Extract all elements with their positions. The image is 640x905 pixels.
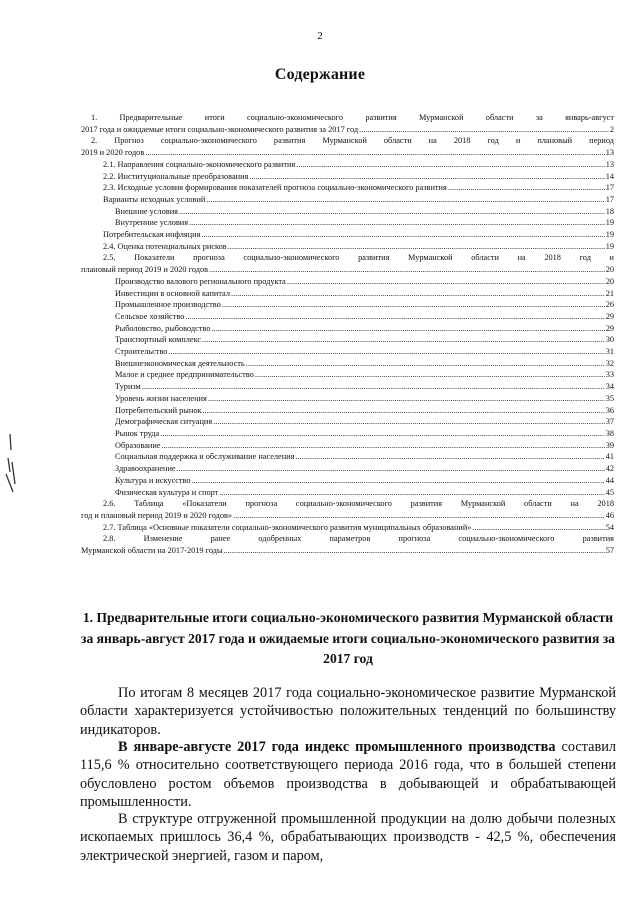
toc-entry-title: 2.4. Оценка потенциальных рисков xyxy=(103,241,227,251)
paragraph-2-text: составил 115,6 % относительно соответствующего периода 2016 года, что в большей степени обусловлено ростом объемов производства в добывающей и обрабатывающей промышленности. xyxy=(80,739,616,811)
toc-dot-leader xyxy=(231,288,605,300)
toc-entry[interactable] xyxy=(81,171,614,183)
toc-dot-leader xyxy=(249,171,604,183)
paragraph-2 xyxy=(80,738,616,812)
toc-entry[interactable] xyxy=(81,533,614,556)
toc-entry-title-line2: год и плановый период 2019 и 2020 годов» xyxy=(81,510,233,520)
toc-entry-title: Уровень жизни населения xyxy=(115,393,207,403)
toc-page-number: 46 xyxy=(605,510,614,520)
toc-dot-leader xyxy=(202,334,605,346)
toc-page-number: 14 xyxy=(605,171,614,181)
toc-entry[interactable] xyxy=(81,369,614,381)
toc-entry-title-line2: 2019 и 2020 годов xyxy=(81,148,145,158)
toc-dot-leader xyxy=(160,428,605,440)
toc-entry-title-line1: 1. Предварительные итоги социально-экономического развития Мурманской области за январь-август xyxy=(91,113,614,122)
toc-dot-leader xyxy=(145,147,604,159)
toc-entry[interactable] xyxy=(81,194,614,206)
toc-entry-title-line1: 2.6. Таблица «Показатели прогноза социально-экономического развития Мурманской области на 2018 xyxy=(103,499,614,509)
toc-entry[interactable] xyxy=(81,463,614,475)
toc-dot-leader xyxy=(208,393,605,405)
toc-entry-title: Внутренние условия xyxy=(115,218,189,228)
toc-dot-leader xyxy=(295,451,604,463)
toc-dot-leader xyxy=(209,264,605,276)
toc-entry[interactable] xyxy=(81,405,614,417)
toc-dot-leader xyxy=(201,229,604,241)
paragraph-2-bold-lead: В январе-августе 2017 года индекс промышленного производства xyxy=(118,739,556,755)
toc-entry[interactable] xyxy=(81,182,614,194)
toc-entry-title: Внешнеэкономическая деятельность xyxy=(115,358,245,368)
toc-entry[interactable] xyxy=(81,334,614,346)
toc-dot-leader xyxy=(472,522,604,534)
toc-entry[interactable] xyxy=(81,159,614,171)
toc-page-number: 31 xyxy=(605,347,614,357)
toc-entry[interactable] xyxy=(81,323,614,335)
toc-page-number: 29 xyxy=(605,311,614,321)
toc-entry[interactable] xyxy=(81,299,614,311)
toc-entry[interactable] xyxy=(81,112,614,135)
toc-entry[interactable] xyxy=(81,487,614,499)
toc-page-number: 19 xyxy=(605,218,614,228)
toc-entry-title: Транспортный комплекс xyxy=(115,335,202,345)
toc-page-number: 13 xyxy=(605,159,614,169)
toc-entry[interactable] xyxy=(81,135,614,158)
toc-page-number: 19 xyxy=(605,230,614,240)
toc-entry-title: Внешние условия xyxy=(115,206,178,216)
toc-entry[interactable] xyxy=(81,381,614,393)
toc-entry[interactable] xyxy=(81,311,614,323)
toc-page-number: 44 xyxy=(605,475,614,485)
toc-entry[interactable] xyxy=(81,393,614,405)
toc-dot-leader xyxy=(224,545,605,557)
toc-entry-title: Социальная поддержка и обслуживание населения xyxy=(115,452,295,462)
toc-dot-leader xyxy=(255,369,605,381)
toc-entry[interactable] xyxy=(81,229,614,241)
toc-entry[interactable] xyxy=(81,522,614,534)
toc-page-number: 41 xyxy=(605,452,614,462)
toc-entry-title: Культура и искусство xyxy=(115,475,191,485)
toc-entry-title: Демографическая ситуация xyxy=(115,417,213,427)
toc-dot-leader xyxy=(233,510,605,522)
toc-entry[interactable] xyxy=(81,252,614,275)
toc-page-number: 29 xyxy=(605,323,614,333)
toc-dot-leader xyxy=(168,346,604,358)
toc-page-number: 18 xyxy=(605,206,614,216)
toc-entry[interactable] xyxy=(81,498,614,521)
toc-entry-title: Потребительский рынок xyxy=(115,405,202,415)
toc-entry-title: Физическая культура и спорт xyxy=(115,487,219,497)
toc-dot-leader xyxy=(179,206,605,218)
toc-entry-title-line1: 2.5. Показатели прогноза социально-экономического развития Мурманской области на 2018 год и xyxy=(103,253,614,263)
toc-entry-title: Туризм xyxy=(115,382,141,392)
toc-entry[interactable] xyxy=(81,440,614,452)
toc-page-number: 19 xyxy=(605,241,614,251)
toc-entry-title: Варианты исходных условий xyxy=(103,194,206,204)
table-of-contents xyxy=(81,112,614,557)
toc-page-number: 26 xyxy=(605,300,614,310)
section-heading: 1. Предварительные итоги социально-экономического развития Мурманской области за январь-август 2017 года и ожидаемые итоги социально-экономического развития за 2017 год xyxy=(81,610,615,666)
toc-page-number: 20 xyxy=(605,265,614,275)
toc-entry-title-line2: 2017 года и ожидаемые итоги социально-экономического развития за 2017 год xyxy=(81,124,359,134)
toc-dot-leader xyxy=(203,405,605,417)
paragraph-1: По итогам 8 месяцев 2017 года социально-экономическое развитие Мурманской области характеризуется устойчивостью положительных тенденций по большинству индикаторов. xyxy=(80,685,616,738)
toc-entry-title: Образование xyxy=(115,440,161,450)
toc-dot-leader xyxy=(213,416,605,428)
toc-page-number: 35 xyxy=(605,393,614,403)
toc-title: Содержание xyxy=(274,66,366,83)
toc-entry-title: Промышленное производство xyxy=(115,300,221,310)
toc-entry[interactable] xyxy=(81,276,614,288)
toc-page-number: 21 xyxy=(605,288,614,298)
toc-page-number: 45 xyxy=(605,487,614,497)
toc-page-number: 39 xyxy=(605,440,614,450)
toc-page-number: 2 xyxy=(609,124,614,134)
toc-page-number: 17 xyxy=(605,183,614,193)
toc-entry-title-line1: 2. Прогноз социально-экономического развития Мурманской области на 2018 год и плановый период xyxy=(91,136,614,146)
toc-dot-leader xyxy=(448,182,605,194)
toc-entry-title: 2.7. Таблица «Основные показатели социально-экономического развития муниципальных образований» xyxy=(103,522,472,532)
toc-page-number: 37 xyxy=(605,417,614,427)
toc-entry[interactable] xyxy=(81,358,614,370)
toc-dot-leader xyxy=(211,323,604,335)
toc-entry-title: Строительство xyxy=(115,347,168,357)
toc-entry-title-line2: Мурманской области на 2017-2019 годы xyxy=(81,546,223,556)
toc-page-number: 33 xyxy=(605,370,614,380)
toc-page-number: 57 xyxy=(605,546,614,556)
toc-entry[interactable] xyxy=(81,475,614,487)
toc-entry-title: Производство валового регионального продукта xyxy=(115,276,286,286)
toc-entry-title: Здравоохранение xyxy=(115,464,176,474)
toc-entry-title: Инвестиции в основной капитал xyxy=(115,288,230,298)
toc-dot-leader xyxy=(246,358,605,370)
page-number: 2 xyxy=(317,30,323,42)
toc-entry[interactable] xyxy=(81,241,614,253)
toc-page-number: 54 xyxy=(605,522,614,532)
toc-dot-leader xyxy=(359,124,609,136)
toc-dot-leader xyxy=(287,276,605,288)
toc-entry[interactable] xyxy=(81,206,614,218)
toc-entry-title-line2: плановый период 2019 и 2020 годов xyxy=(81,265,209,275)
toc-entry[interactable] xyxy=(81,451,614,463)
toc-entry[interactable] xyxy=(81,416,614,428)
toc-dot-leader xyxy=(192,475,605,487)
toc-entry[interactable] xyxy=(81,428,614,440)
toc-dot-leader xyxy=(185,311,604,323)
toc-dot-leader xyxy=(177,463,605,475)
toc-entry-title: 2.3. Исходные условия формирования показателей прогноза социально-экономического развития xyxy=(103,183,447,193)
toc-page-number: 42 xyxy=(605,464,614,474)
toc-page-number: 17 xyxy=(605,194,614,204)
toc-page-number: 38 xyxy=(605,428,614,438)
toc-entry-title: Рынок труда xyxy=(115,428,160,438)
toc-page-number: 32 xyxy=(605,358,614,368)
toc-page-number: 20 xyxy=(605,276,614,286)
toc-page-number: 36 xyxy=(605,405,614,415)
margin-pen-mark xyxy=(4,432,18,496)
toc-entry[interactable] xyxy=(81,217,614,229)
toc-entry-title: Рыболовство, рыбоводство xyxy=(115,323,211,333)
toc-dot-leader xyxy=(142,381,605,393)
toc-dot-leader xyxy=(219,487,604,499)
toc-entry-title: Потребительская инфляция xyxy=(103,230,201,240)
toc-entry-title-line1: 2.8. Изменение ранее одобренных параметров прогноза социально-экономического развития xyxy=(103,534,614,544)
toc-page-number: 30 xyxy=(605,335,614,345)
toc-page-number: 34 xyxy=(605,382,614,392)
toc-entry-title: Малое и среднее предпринимательство xyxy=(115,370,254,380)
toc-entry[interactable] xyxy=(81,288,614,300)
toc-entry-title: 2.2. Институциональные преобразования xyxy=(103,171,249,181)
toc-dot-leader xyxy=(296,159,604,171)
toc-dot-leader xyxy=(206,194,604,206)
toc-dot-leader xyxy=(161,440,604,452)
toc-entry-title: 2.1. Направления социально-экономического развития xyxy=(103,159,296,169)
paragraph-3: В структуре отгруженной промышленной продукции на долю добычи полезных ископаемых пришлось 36,4 %, обрабатывающих производств - 42,5 %, обеспечения электрической энергией, газом и паром, xyxy=(80,811,616,864)
toc-dot-leader xyxy=(222,299,605,311)
toc-dot-leader xyxy=(228,241,605,253)
toc-entry-title: Сельское хозяйство xyxy=(115,311,185,321)
toc-page-number: 13 xyxy=(605,148,614,158)
toc-entry[interactable] xyxy=(81,346,614,358)
toc-dot-leader xyxy=(189,217,605,229)
